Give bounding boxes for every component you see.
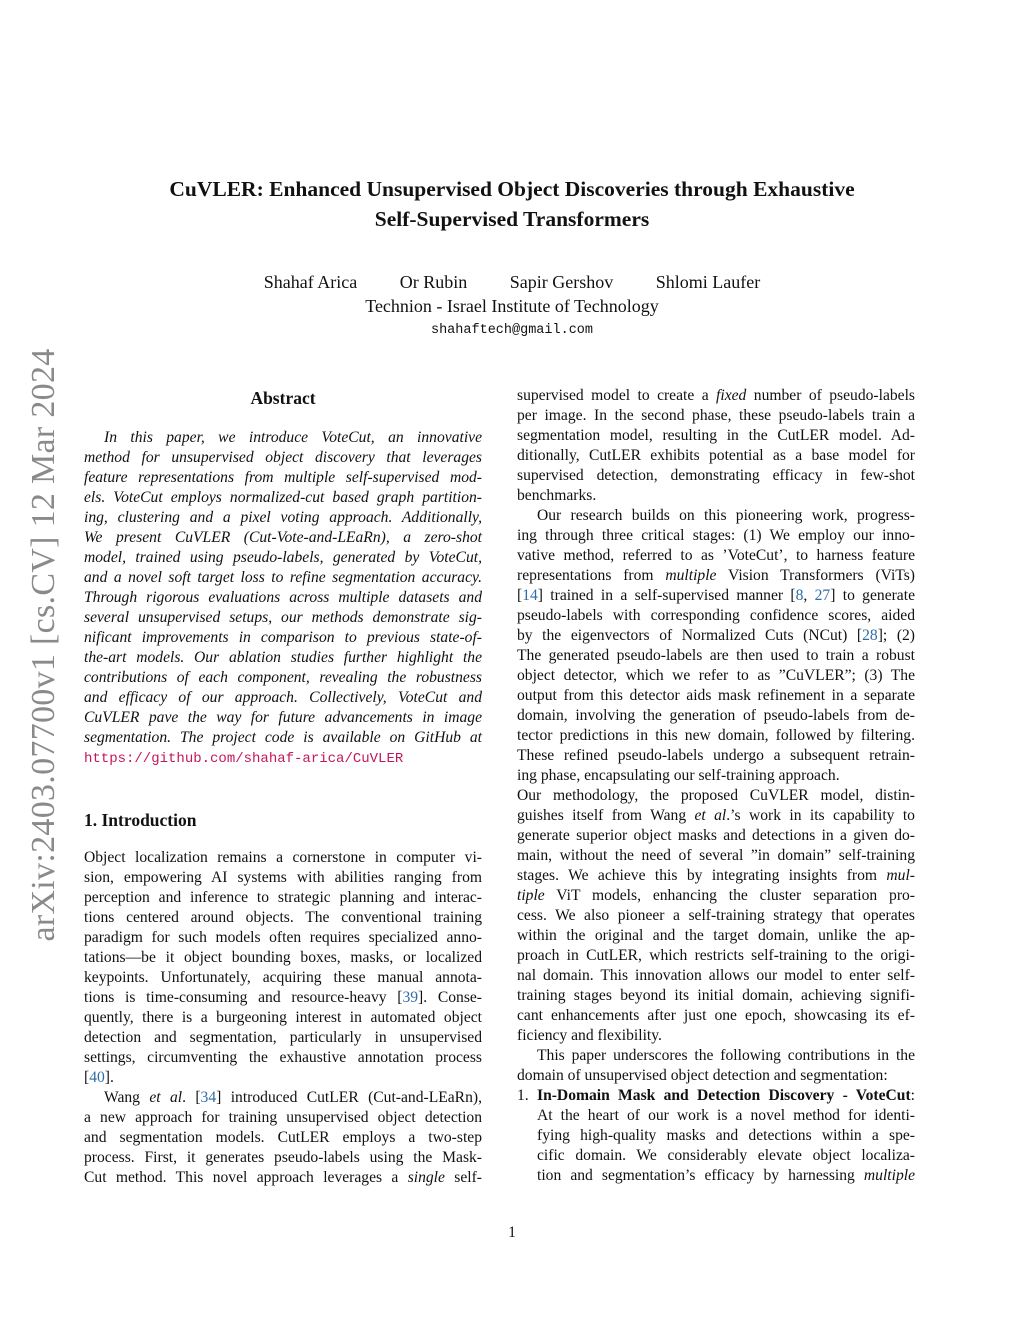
text-line: domain of unsupervised object detection and segmentation:: [517, 1067, 888, 1084]
text-line: fying high-quality masks and detections within a spe-: [537, 1127, 915, 1144]
text-line: [517, 886, 915, 906]
text-line: [14] trained in a self-supervised manner [8, 27] to generate: [517, 587, 915, 604]
abstract-line: In this paper, we introduce VoteCut, an innovative: [104, 429, 482, 446]
text-line: quently, there is a burgeoning interest in automated object: [84, 1009, 482, 1026]
text-span: et al: [694, 807, 727, 824]
text-span: guishes itself from Wang: [517, 807, 695, 824]
abstract-body: [84, 428, 482, 768]
right-paragraph-1: [517, 506, 915, 1046]
text-line: object detector, which we refer to as ”CuVLER”; (3) The: [517, 667, 915, 684]
title-line-1: CuVLER: Enhanced Unsupervised Object Discoveries through Exhaustive: [169, 177, 855, 201]
text-line: cific domain. We considerably elevate object localiza-: [537, 1147, 915, 1164]
text-span: multiple: [863, 1167, 915, 1184]
text-line: [40].: [84, 1069, 114, 1086]
text-span: single: [407, 1169, 445, 1186]
right-column: [517, 386, 915, 1186]
text-span: Vision Transformers (ViTs): [716, 567, 915, 584]
text-line: proach in CutLER, which restricts self-training to the origi-: [517, 947, 915, 964]
text-span: supervised model to create a: [517, 387, 717, 404]
text-span: :: [910, 1087, 915, 1104]
title-line-2: Self-Supervised Transformers: [374, 207, 650, 231]
text-line: segmentation model, resulting in the CutLER model. Ad-: [517, 427, 915, 444]
text-span: self-: [444, 1169, 482, 1186]
abstract-line: the-art models. Our ablation studies further highlight the: [84, 649, 482, 666]
text-line: process. First, it generates pseudo-labels using the Mask-: [84, 1149, 482, 1166]
citation-link[interactable]: 34: [200, 1089, 217, 1106]
abstract-line: model, trained using pseudo-labels, generated by VoteCut,: [84, 549, 482, 566]
text-line: ing phase, encapsulating our self-training approach.: [517, 767, 840, 784]
text-span: stages. We achieve this by integrating insights from: [517, 867, 887, 884]
text-line: generate superior object masks and detections in a given do-: [517, 827, 915, 844]
citation-link[interactable]: 8: [795, 587, 804, 604]
text-span: ViT models, enhancing the cluster separation pro-: [544, 887, 915, 904]
text-line: sion, empowering AI systems with abilities ranging from: [84, 869, 482, 886]
paper-title: [0, 174, 1024, 234]
text-line: domain, involving the generation of pseudo-labels from de-: [517, 707, 915, 724]
abstract-line: several unsupervised setups, our methods demonstrate sig-: [84, 609, 482, 626]
abstract-line: nificant improvements in comparison to previous state-of-: [84, 629, 482, 646]
abstract-link-line: [84, 748, 482, 768]
citation-link[interactable]: 14: [522, 587, 538, 604]
text-span: et al: [149, 1089, 183, 1106]
text-line: Our research builds on this pioneering work, progress-: [537, 507, 915, 524]
intro-paragraph-2: [84, 1088, 482, 1188]
text-span: .’s work in its capability to: [726, 807, 915, 824]
author: Sapir Gershov: [509, 272, 614, 292]
github-link[interactable]: https://github.com/shahaf-arica/CuVLER: [84, 751, 404, 767]
text-span: Cut method. This novel approach leverages a: [84, 1169, 408, 1186]
section-heading-introduction: 1. Introduction: [84, 810, 197, 830]
affiliation: Technion - Israel Institute of Technology: [365, 296, 659, 316]
text-span: . [: [182, 1089, 201, 1106]
list-number: 1.: [517, 1087, 529, 1104]
right-paragraph-0: [517, 386, 915, 506]
abstract-line: method for unsupervised object discovery that leverages: [84, 449, 482, 466]
text-line: cess. We also pioneer a self-training strategy that operates: [517, 907, 915, 924]
text-line: keypoints. Unfortunately, acquiring these manual annota-: [84, 969, 482, 986]
text-line: nal domain. This innovation allows our model to enter self-: [517, 967, 915, 984]
citation-link[interactable]: 40: [89, 1069, 105, 1086]
abstract-line: contributions of each component, revealing the robustness: [84, 669, 482, 686]
text-line: [537, 1166, 915, 1186]
text-span: number of pseudo-labels: [746, 387, 915, 404]
citation-link[interactable]: 27: [814, 587, 831, 604]
author: Or Rubin: [399, 272, 468, 292]
text-span: mul-: [886, 867, 915, 884]
text-line: training stages beyond its initial domain, achieving signifi-: [517, 987, 915, 1004]
text-span: ] to generate: [830, 587, 915, 604]
author-list: [0, 270, 1024, 294]
text-line: At the heart of our work is a novel method for identi-: [537, 1107, 915, 1124]
author: Shahaf Arica: [263, 272, 358, 292]
text-line: and segmentation models. CutLER employs a two-step: [84, 1129, 482, 1146]
text-line: Our methodology, the proposed CuVLER model, distin-: [517, 787, 915, 804]
text-line: vative method, referred to as ’VoteCut’, to harness feature: [517, 547, 915, 564]
text-line: paradigm for such models often requires specialized anno-: [84, 929, 482, 946]
text-line: cant enhancements after just one epoch, showcasing its ef-: [517, 1007, 915, 1024]
text-span: tion and segmentation’s efficacy by harnessing: [537, 1167, 864, 1184]
intro-paragraph-1: [84, 848, 482, 1088]
text-span: multiple: [665, 567, 717, 584]
text-line: a new approach for training unsupervised object detection: [84, 1109, 482, 1126]
text-line: This paper underscores the following contributions in the: [537, 1047, 915, 1064]
text-line: [517, 626, 915, 646]
text-line: output from this detector aids mask refinement in a separate: [517, 687, 915, 704]
text-line: [517, 386, 915, 406]
text-line: ditionally, CutLER exhibits potential as a base model for: [517, 447, 915, 464]
abstract-heading: Abstract: [250, 388, 316, 408]
abstract-line: segmentation. The project code is available on GitHub at: [84, 729, 482, 746]
text-span: ] trained in a self-supervised manner [: [537, 587, 796, 604]
text-line: detection and segmentation, particularly in unsupervised: [84, 1029, 482, 1046]
right-paragraph-3: [517, 1046, 915, 1086]
left-column: [84, 386, 482, 1188]
text-line: tions centered around objects. The conventional training: [84, 909, 482, 926]
text-line: [84, 988, 482, 1008]
text-line: per image. In the second phase, these pseudo-labels train a: [517, 407, 915, 424]
citation-link[interactable]: 39: [402, 989, 419, 1006]
page-number: 1: [508, 1224, 516, 1241]
text-line: [84, 1168, 482, 1188]
text-span: ]; (2): [877, 627, 915, 644]
text-span: tions is time-consuming and resource-heavy [: [84, 989, 403, 1006]
text-line: supervised detection, demonstrating efficacy in few-shot: [517, 467, 915, 484]
abstract-line: ing, clustering and a pixel voting approach. Additionally,: [84, 509, 482, 526]
citation-link[interactable]: 28: [862, 627, 878, 644]
text-line: These refined pseudo-labels undergo a subsequent retrain-: [517, 747, 915, 764]
text-line: [517, 806, 915, 826]
abstract-line: feature representations from multiple self-supervised mod-: [84, 469, 482, 486]
text-span: fixed: [716, 387, 747, 404]
abstract-line: and a novel soft target loss to refine segmentation accuracy.: [84, 569, 482, 586]
text-line: pseudo-labels with corresponding confidence scores, aided: [517, 607, 915, 624]
text-line: ficiency and flexibility.: [517, 1027, 662, 1044]
abstract-line: CuVLER pave the way for future advancements in image: [84, 709, 482, 726]
text-span: tiple: [517, 887, 545, 904]
text-span: representations from: [517, 567, 666, 584]
text-line: perception and inference to strategic planning and interac-: [84, 889, 482, 906]
text-span: by the eigenvectors of Normalized Cuts (NCut) [: [517, 627, 863, 644]
text-line: [537, 1086, 915, 1106]
abstract-line: els. VoteCut employs normalized-cut based graph partition-: [84, 489, 482, 506]
author: Shlomi Laufer: [655, 272, 761, 292]
text-line: [517, 866, 915, 886]
abstract-line: and efficacy of our approach. Collectively, VoteCut and: [84, 689, 482, 706]
contribution-item-1: [517, 1086, 915, 1186]
text-line: [517, 566, 915, 586]
text-line: [84, 1088, 482, 1108]
text-line: main, without the need of several ”in domain” self-training: [517, 847, 915, 864]
text-line: The generated pseudo-labels are then used to train a robust: [517, 647, 915, 664]
abstract-line: Through rigorous evaluations across multiple datasets and: [84, 589, 482, 606]
text-span: ] introduced CutLER (Cut-and-LEaRn),: [216, 1089, 482, 1106]
text-line: benchmarks.: [517, 487, 597, 504]
arxiv-id: arXiv:2403.07700v1 [cs.CV] 12 Mar 2024: [25, 348, 62, 942]
text-line: Object localization remains a cornerstone in computer vi-: [84, 849, 482, 866]
text-span: Wang: [104, 1089, 150, 1106]
text-line: tations—be it object bounding boxes, masks, or localized: [84, 949, 482, 966]
text-line: settings, circumventing the exhaustive annotation process: [84, 1049, 482, 1066]
text-line: ing through three critical stages: (1) We employ our inno-: [517, 527, 915, 544]
text-span: ]. Conse-: [418, 989, 483, 1006]
item-heading: In-Domain Mask and Detection Discovery - VoteCut: [537, 1087, 911, 1104]
text-line: within the original and the target domain, unlike the ap-: [517, 927, 915, 944]
author-email[interactable]: shahaftech@gmail.com: [430, 323, 594, 338]
text-line: tector predictions in this new domain, followed by filtering.: [517, 727, 915, 744]
abstract-line: We present CuVLER (Cut-Vote-and-LEaRn), a zero-shot: [84, 529, 482, 546]
